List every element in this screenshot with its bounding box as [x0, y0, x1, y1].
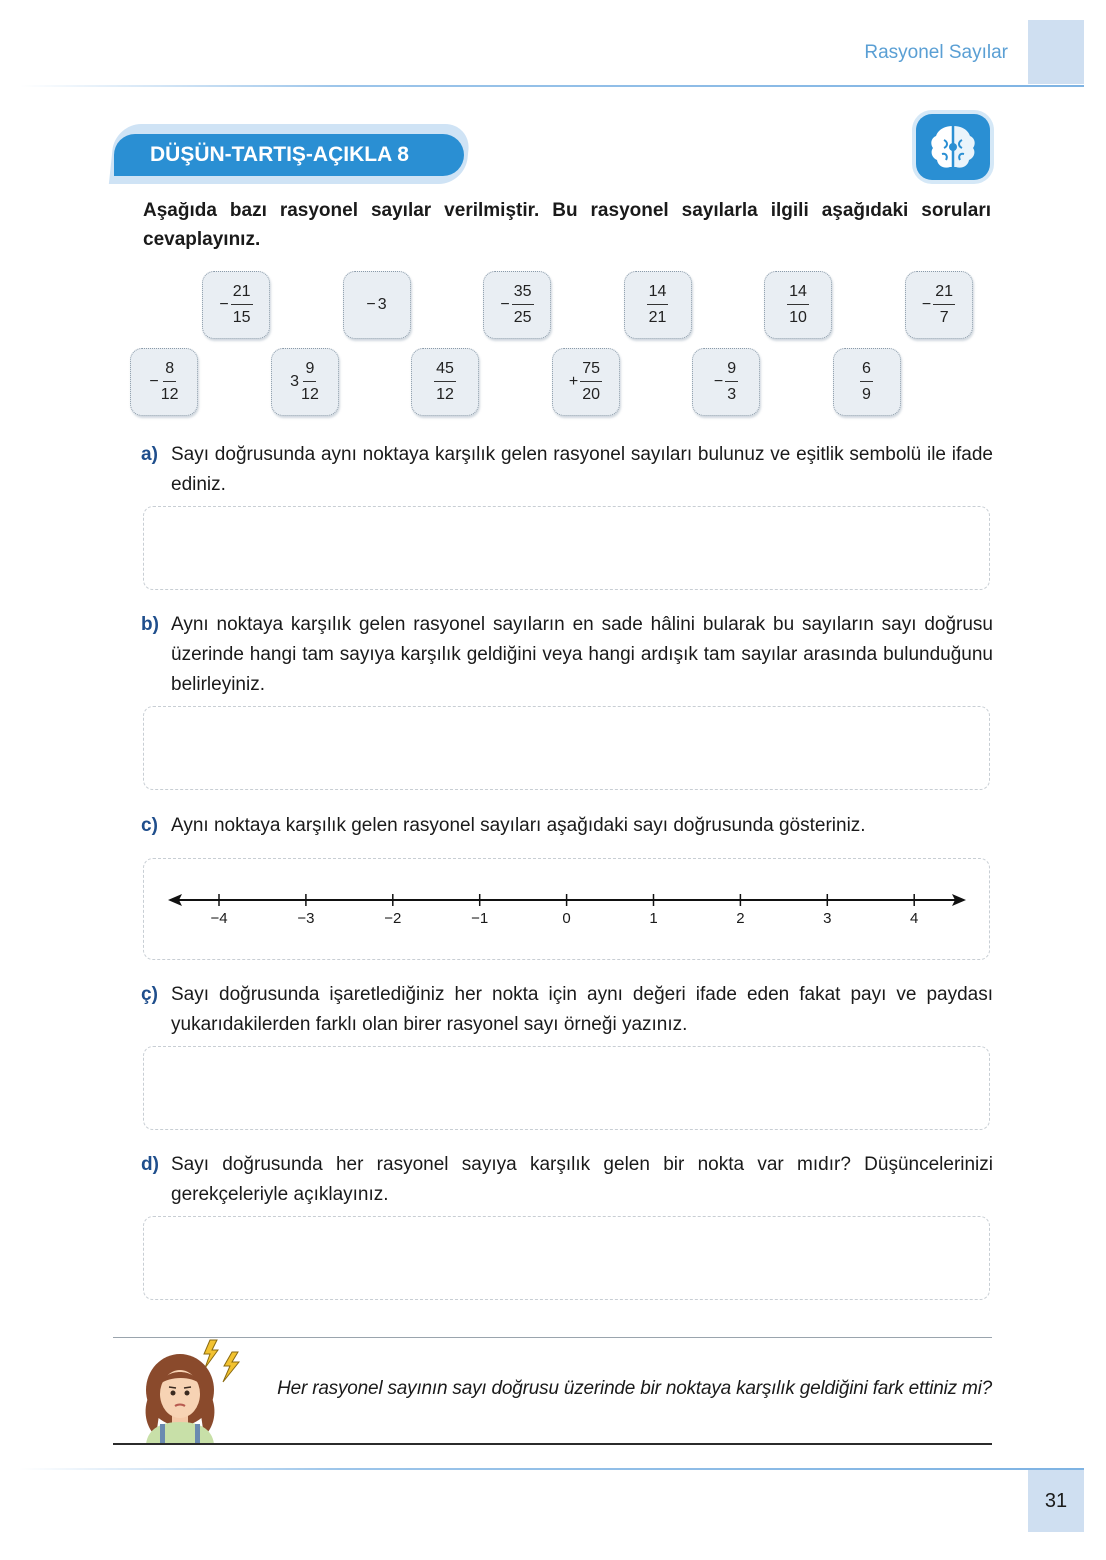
number-line-tick-label: 0	[562, 910, 571, 927]
card-sign: −	[366, 296, 376, 313]
card-value	[219, 282, 252, 328]
card-denominator: 12	[160, 386, 179, 403]
question-label: d)	[141, 1154, 159, 1175]
card-denominator: 9	[862, 386, 871, 403]
card-denominator: 20	[582, 386, 601, 403]
card-fraction	[512, 282, 534, 328]
card-value	[922, 282, 955, 328]
card-numerator: 21	[933, 282, 955, 305]
card-numerator: 21	[231, 282, 253, 305]
number-line-tick-label: −1	[471, 910, 489, 927]
number-line-tick-label: 4	[910, 910, 919, 927]
page-number: 31	[1028, 1470, 1084, 1532]
card-value	[500, 282, 533, 328]
card-numerator: 35	[512, 282, 534, 305]
number-card	[343, 271, 411, 339]
card-value	[787, 282, 809, 328]
card-value	[290, 359, 319, 405]
answer-box-b[interactable]	[143, 706, 990, 790]
answer-box-a[interactable]	[143, 506, 990, 590]
card-numerator: 6	[860, 359, 873, 382]
card-numerator: 14	[787, 282, 809, 305]
card-denominator: 3	[727, 386, 737, 403]
number-card	[692, 348, 760, 416]
question-text: Sayı doğrusunda her rasyonel sayıya karşılık gelen bir nokta var mıdır? Düşüncelerinizi gerekçeleriyle açıklayınız.	[171, 1154, 993, 1205]
question-text: Sayı doğrusunda aynı noktaya karşılık gelen rasyonel sayıları bulunuz ve eşitlik sembolü ile ifade ediniz.	[171, 444, 993, 495]
card-sign: −	[149, 373, 159, 390]
answer-box-d[interactable]	[143, 1216, 990, 1300]
number-card	[905, 271, 973, 339]
header-divider	[20, 85, 1084, 87]
card-numerator: 14	[647, 282, 669, 305]
number-card	[202, 271, 270, 339]
footer-divider	[20, 1468, 1084, 1470]
question-label: ç)	[141, 984, 158, 1005]
number-card	[552, 348, 620, 416]
card-value	[860, 359, 873, 405]
card-fraction	[434, 359, 456, 405]
number-card	[411, 348, 479, 416]
card-numerator: 75	[580, 359, 602, 382]
intro-text: Aşağıda bazı rasyonel sayılar verilmiştir. Bu rasyonel sayılarla ilgili aşağıdaki soruları cevaplayınız.	[143, 200, 991, 250]
card-fraction	[301, 359, 319, 405]
number-card	[764, 271, 832, 339]
card-sign: −	[713, 373, 724, 390]
card-sign: +	[568, 373, 579, 390]
card-mixed-whole: 3	[290, 373, 300, 390]
number-card	[271, 348, 339, 416]
question-text: Aynı noktaya karşılık gelen rasyonel sayıların en sade hâlini bularak bu sayıların sayı doğrusu üzerinde hangi tam sayıya karşılık geldiğini veya hangi ardışık tam sayılar arasında bulunduğunu belirleyiniz.	[171, 614, 993, 695]
header-title: Rasyonel Sayılar	[864, 42, 1008, 63]
header-tab	[1028, 20, 1084, 84]
number-line-tick-label: 3	[823, 910, 832, 927]
lightning-icon	[204, 1340, 218, 1368]
card-value	[714, 359, 738, 405]
card-denominator: 12	[436, 386, 454, 403]
card-sign: −	[219, 296, 229, 313]
girl-illustration	[138, 1338, 248, 1444]
number-card	[130, 348, 198, 416]
answer-box-cc[interactable]	[143, 1046, 990, 1130]
card-fraction	[725, 359, 738, 405]
question-text: Sayı doğrusunda işaretlediğiniz her nokta için aynı değeri ifade eden fakat payı ve paydası yukarıdakilerden farklı olan birer rasyonel sayı örneği yazınız.	[171, 984, 993, 1035]
card-fraction	[787, 282, 809, 328]
card-fraction	[161, 359, 179, 405]
number-line-tick-label: −3	[297, 910, 315, 927]
question-b	[141, 610, 993, 700]
number-line-tick-label: 2	[736, 910, 745, 927]
question-c	[141, 811, 993, 841]
card-denominator: 12	[301, 386, 319, 403]
card-sign: −	[921, 296, 932, 313]
card-fraction	[933, 282, 955, 328]
card-denominator: 7	[939, 309, 949, 326]
number-line-tick-label: 1	[649, 910, 658, 927]
card-numerator: 45	[434, 359, 456, 382]
number-line-tick-label: −2	[384, 910, 402, 927]
card-fraction	[860, 359, 873, 405]
card-denominator: 15	[232, 309, 251, 326]
card-value	[434, 359, 456, 405]
card-numerator: 8	[163, 359, 176, 382]
card-denominator: 10	[789, 309, 807, 326]
card-numerator: 9	[303, 359, 316, 382]
number-card	[833, 348, 901, 416]
card-fraction	[580, 359, 602, 405]
number-card	[483, 271, 551, 339]
card-fraction	[231, 282, 253, 328]
lightning-icon	[223, 1352, 239, 1382]
card-denominator: 25	[513, 309, 532, 326]
question-d	[141, 1150, 993, 1210]
number-line-box[interactable]	[143, 858, 990, 960]
card-value	[647, 282, 669, 328]
question-text: Aynı noktaya karşılık gelen rasyonel sayıları aşağıdaki sayı doğrusunda gösteriniz.	[171, 815, 866, 836]
card-fraction	[647, 282, 669, 328]
card-denominator: 21	[648, 309, 667, 326]
card-whole: 3	[377, 296, 387, 313]
card-value	[569, 359, 602, 405]
number-card	[624, 271, 692, 339]
card-value	[149, 359, 178, 405]
question-a	[141, 440, 993, 500]
question-label: b)	[141, 614, 159, 635]
number-line-tick-label: −4	[210, 910, 228, 927]
card-sign: −	[500, 296, 510, 313]
brain-icon	[916, 114, 990, 180]
question-label: c)	[141, 815, 158, 836]
activity-banner: DÜŞÜN-TARTIŞ-AÇIKLA 8	[114, 134, 464, 176]
tip-question: Her rasyonel sayının sayı doğrusu üzerinde bir noktaya karşılık geldiğini fark ettiniz mi?	[277, 1378, 992, 1399]
tip-divider-bottom	[113, 1443, 992, 1445]
card-value	[366, 296, 386, 314]
card-numerator: 9	[725, 359, 738, 382]
question-cc	[141, 980, 993, 1040]
question-label: a)	[141, 444, 158, 465]
